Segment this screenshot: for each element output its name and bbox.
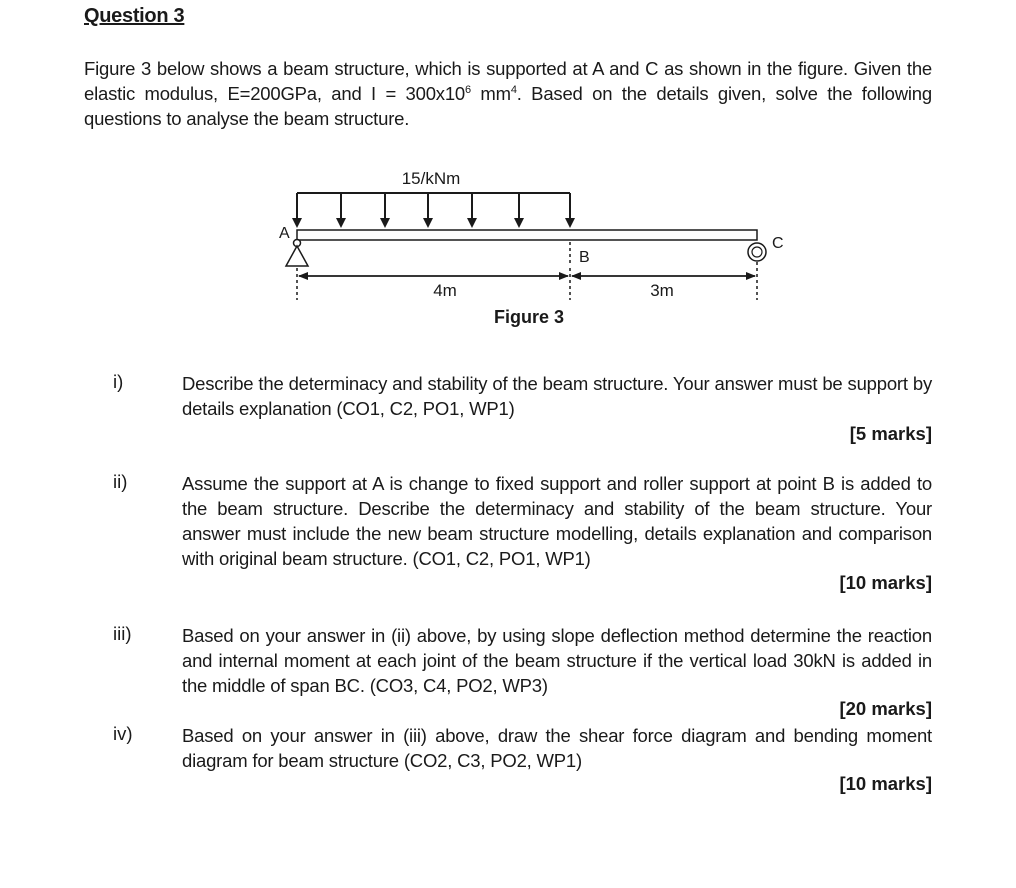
intro-exponent-2: 4 [510, 84, 517, 96]
subquestion-text: Assume the support at A is change to fixed support and roller support at point B is added to the beam structure. Describe the determinacy and stability of the beam structure. Your answer must include the new beam structure modelling, details explanation and comparison with original beam structure. (CO1, C2, PO1, WP1) [182, 473, 932, 569]
question-intro [84, 56, 932, 131]
pin-support-a [286, 240, 308, 267]
intro-text-1: Figure 3 below shows a beam structure, which is supported at A and C as shown in the figure. Given the elastic modulus, E=200GPa, and I = 300x10 [84, 58, 932, 104]
subquestion-number: iii) [113, 623, 132, 644]
roller-support-c [748, 243, 766, 261]
distributed-load [297, 193, 570, 220]
label-b: B [579, 249, 590, 266]
dimension-extension-lines [297, 262, 757, 300]
subquestion-text: Describe the determinacy and stability of the beam structure. Your answer must be support by details explanation (CO1, C2, PO1, WP1) [182, 373, 932, 419]
subquestion-number: i) [113, 371, 124, 392]
intro-text-3: . Based on the details given, solve the following questions to analyse the beam structure. [84, 83, 932, 129]
label-c: C [772, 235, 784, 252]
subquestion-marks: [5 marks] [849, 423, 932, 444]
beam [297, 230, 757, 240]
span-bc-label: 3m [650, 281, 674, 300]
subquestion-text: Based on your answer in (ii) above, by using slope deflection method determine the reaction and internal moment at each joint of the beam structure if the vertical load 30kN is added in the middle of span BC. (CO3, C4, PO2, WP3) [182, 625, 932, 696]
subquestion-number: ii) [113, 471, 128, 492]
span-ab-label: 4m [433, 281, 457, 300]
intro-exponent-1: 6 [465, 84, 471, 96]
subquestion-number: iv) [113, 723, 133, 744]
load-label: 15/kNm [401, 169, 461, 188]
question-heading: Question 3 [84, 5, 185, 27]
load-arrowheads [292, 218, 575, 228]
subquestion-marks: [10 marks] [839, 572, 932, 593]
beam-figure [260, 160, 800, 340]
figure-caption: Figure 3 [493, 307, 565, 327]
subquestion-marks: [20 marks] [839, 698, 932, 719]
label-a: A [279, 225, 290, 242]
intro-text-2: mm [470, 83, 511, 104]
subquestion-marks: [10 marks] [839, 773, 932, 794]
subquestion-text: Based on your answer in (iii) above, draw the shear force diagram and bending moment diagram for beam structure (CO2, C3, PO2, WP1) [182, 725, 932, 771]
